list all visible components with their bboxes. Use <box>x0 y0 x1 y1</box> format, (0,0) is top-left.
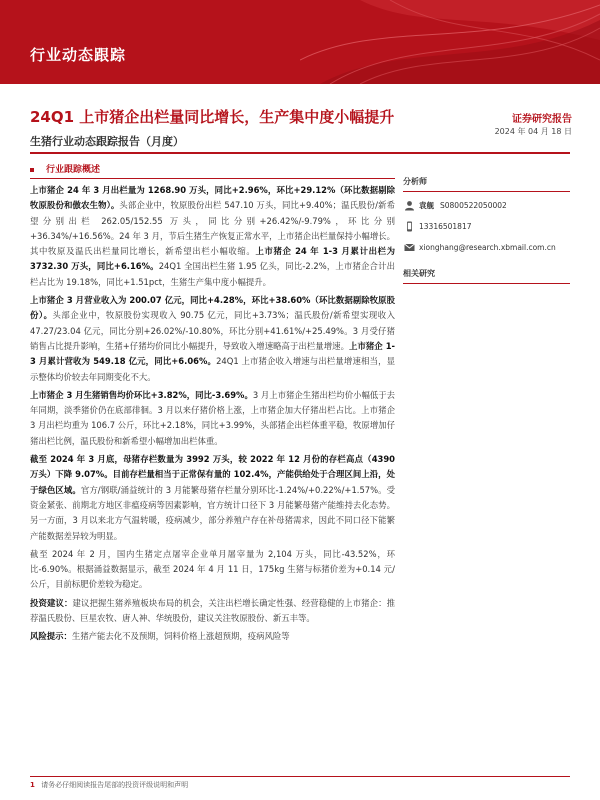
paragraph-body: 截至 2024 年 2 月，国内生猪定点屠宰企业单月屠宰量为 2,104 万头，同比-43.52%，环比-6.90%。根据涌益数据显示，截至 2024 年 4 月 11 日，175kg 生猪与标猪价差为+0.14 元/公斤，目前标肥价差较为稳定。 <box>30 548 395 590</box>
analyst-name-row <box>403 195 570 216</box>
section-heading <box>30 162 395 176</box>
paragraph-body: 头部企业中，牧原股份实现收入 90.75 亿元，同比+3.73%；温氏股份/新希望实现收入 47.27/23.04 亿元，同比分别+26.02%/-10.80%，环比分别+41.61%/+25.49%。3 月受仔猪销售占比提升影响，生猪+仔猪均价同比小幅提升，导致收入增速略高于出栏量增速。 <box>30 310 395 351</box>
paragraph-body: 建议把握生猪养殖板块布局的机会，关注出栏增长确定性强、经营稳健的上市猪企：推荐温氏股份、巨星农牧、唐人神、华统股份，建议关注牧原股份、新五丰等。 <box>30 597 396 624</box>
report-type-label: 证券研究报告 <box>512 114 572 125</box>
paragraph-lead: 上市猪企 3 月生猪销售均价环比+3.82%，同比-3.69%。 <box>30 389 253 400</box>
report-date: 2024 年 04 月 18 日 <box>494 127 572 136</box>
analyst-name: 袁舰 <box>419 201 434 210</box>
header-banner <box>0 0 600 84</box>
paragraph-highlight: 上市猪企 24 年 1-3 月累计出栏为 3732.30 万头，同比+6.16%。 <box>30 246 396 272</box>
related-research-heading: 相关研究 <box>403 268 570 284</box>
paragraph-investment-advice <box>30 596 395 627</box>
paragraph-revenue <box>30 293 395 385</box>
banner-wave-graphic <box>300 0 600 84</box>
page-footer <box>30 780 188 790</box>
paragraph-tail: 24Q1 上市猪企收入增速与出栏量增速相当，显示整体均价较去年同期变化不大。 <box>30 356 395 382</box>
section-heading-text: 行业跟踪概述 <box>46 165 101 175</box>
analyst-phone-row <box>403 216 570 237</box>
phone-icon <box>403 221 415 233</box>
paragraph-body: 生猪产能去化不及预期，饲料价格上涨超预期，疫病风险等 <box>71 631 290 642</box>
paragraph-lead: 风险提示： <box>30 631 72 642</box>
person-icon <box>403 200 415 212</box>
paragraph-highlight: 上市猪企 1-3 月累计营收为 549.18 亿元，同比+6.06%。 <box>30 340 396 367</box>
report-subtitle: 生猪行业动态跟踪报告（月度） <box>30 135 184 148</box>
report-body <box>30 183 395 648</box>
bullet-square-icon <box>30 168 34 172</box>
paragraph-lead: 上市猪企 3 月营业收入为 200.07 亿元，同比+4.28%，环比+38.60%（环比数据剔除牧原股份）。 <box>30 295 395 321</box>
footer-disclaimer: 请务必仔细阅读报告尾部的投资评级说明和声明 <box>41 781 189 789</box>
analyst-heading: 分析师 <box>403 176 570 192</box>
analyst-email[interactable]: xionghang@research.xbmail.com.cn <box>419 243 556 252</box>
analyst-license: S0800522050002 <box>440 201 507 210</box>
paragraph-price <box>30 388 395 449</box>
paragraph-body: 3 月上市猪企生猪出栏均价小幅低于去年同期，淡季猪价仍在底部徘徊。3 月以来仔猪价格上涨，上市猪企加大仔猪出栏占比。上市猪企 3 月出栏均重为 106.7 公斤，环比+2.18%，同比+3.99%，头部猪企出栏体重平稳，牧原增加仔猪出栏比例，温氏股份和新希望小幅增加出栏体重。 <box>30 389 395 446</box>
paragraph-slaughter-data <box>30 547 395 593</box>
paragraph-slaughter-volume <box>30 183 395 290</box>
title-divider <box>30 152 570 154</box>
report-category-label: 行业动态跟踪 <box>30 46 127 64</box>
page-number: 1 <box>30 781 35 789</box>
analyst-sidebar <box>403 176 570 287</box>
paragraph-body: 头部企业中，牧原股份出栏 547.10 万头，同比+9.40%；温氏股份/新希望分别出栏 262.05/152.55 万头，同比分别+26.42%/-9.79%，环比分别+36.34%/+16.56%。24 年 3 月，节后生猪生产恢复正常水平，上市猪企出栏量保持小幅增长。其中牧原及温氏出栏量同比增长，新希望出栏小幅收缩。 <box>30 200 395 257</box>
email-icon <box>403 242 415 254</box>
paragraph-tail: 24Q1 全国出栏生猪 1.95 亿头，同比-2.2%，上市猪企合计出栏占比为 19.18%，同比+1.51pct，生猪生产集中度小幅提升。 <box>30 261 395 287</box>
paragraph-lead: 截至 2024 年 3 月底，母猪存栏数量为 3992 万头，较 2022 年 12 月份的存栏高点（4390 万头）下降 9.07%。目前存栏量相当于正常保有量的 102.4%，产能供给处于合理区间上沿，处于绿色区域。 <box>30 454 395 495</box>
paragraph-risk-warning <box>30 629 395 644</box>
section-divider <box>30 178 395 179</box>
report-title: 24Q1 上市猪企出栏量同比增长，生产集中度小幅提升 <box>30 108 395 126</box>
paragraph-sow-inventory <box>30 452 395 544</box>
paragraph-body: 官方/钢联/涌益统计的 3 月能繁母猪存栏量分别环比-1.24%/+0.22%/+1.57%。受资金紧张、前期北方地区非瘟疫病等因素影响，官方统计口径下 3 月能繁母猪产能维持去化态势。另一方面，3 月以来北方气温转暖，疫病减少，部分养殖户存在补母猪需求，因此不同口径下能繁产能数据差异较为明显。 <box>30 484 396 541</box>
analyst-email-row <box>403 237 570 258</box>
footer-divider <box>30 776 570 777</box>
paragraph-lead: 上市猪企 24 年 3 月出栏量为 1268.90 万头，同比+2.96%，环比+29.12%（环比数据剔除牧原股份和傲农生物）。 <box>30 185 395 211</box>
analyst-phone: 13316501817 <box>419 222 472 231</box>
paragraph-lead: 投资建议： <box>30 597 73 608</box>
